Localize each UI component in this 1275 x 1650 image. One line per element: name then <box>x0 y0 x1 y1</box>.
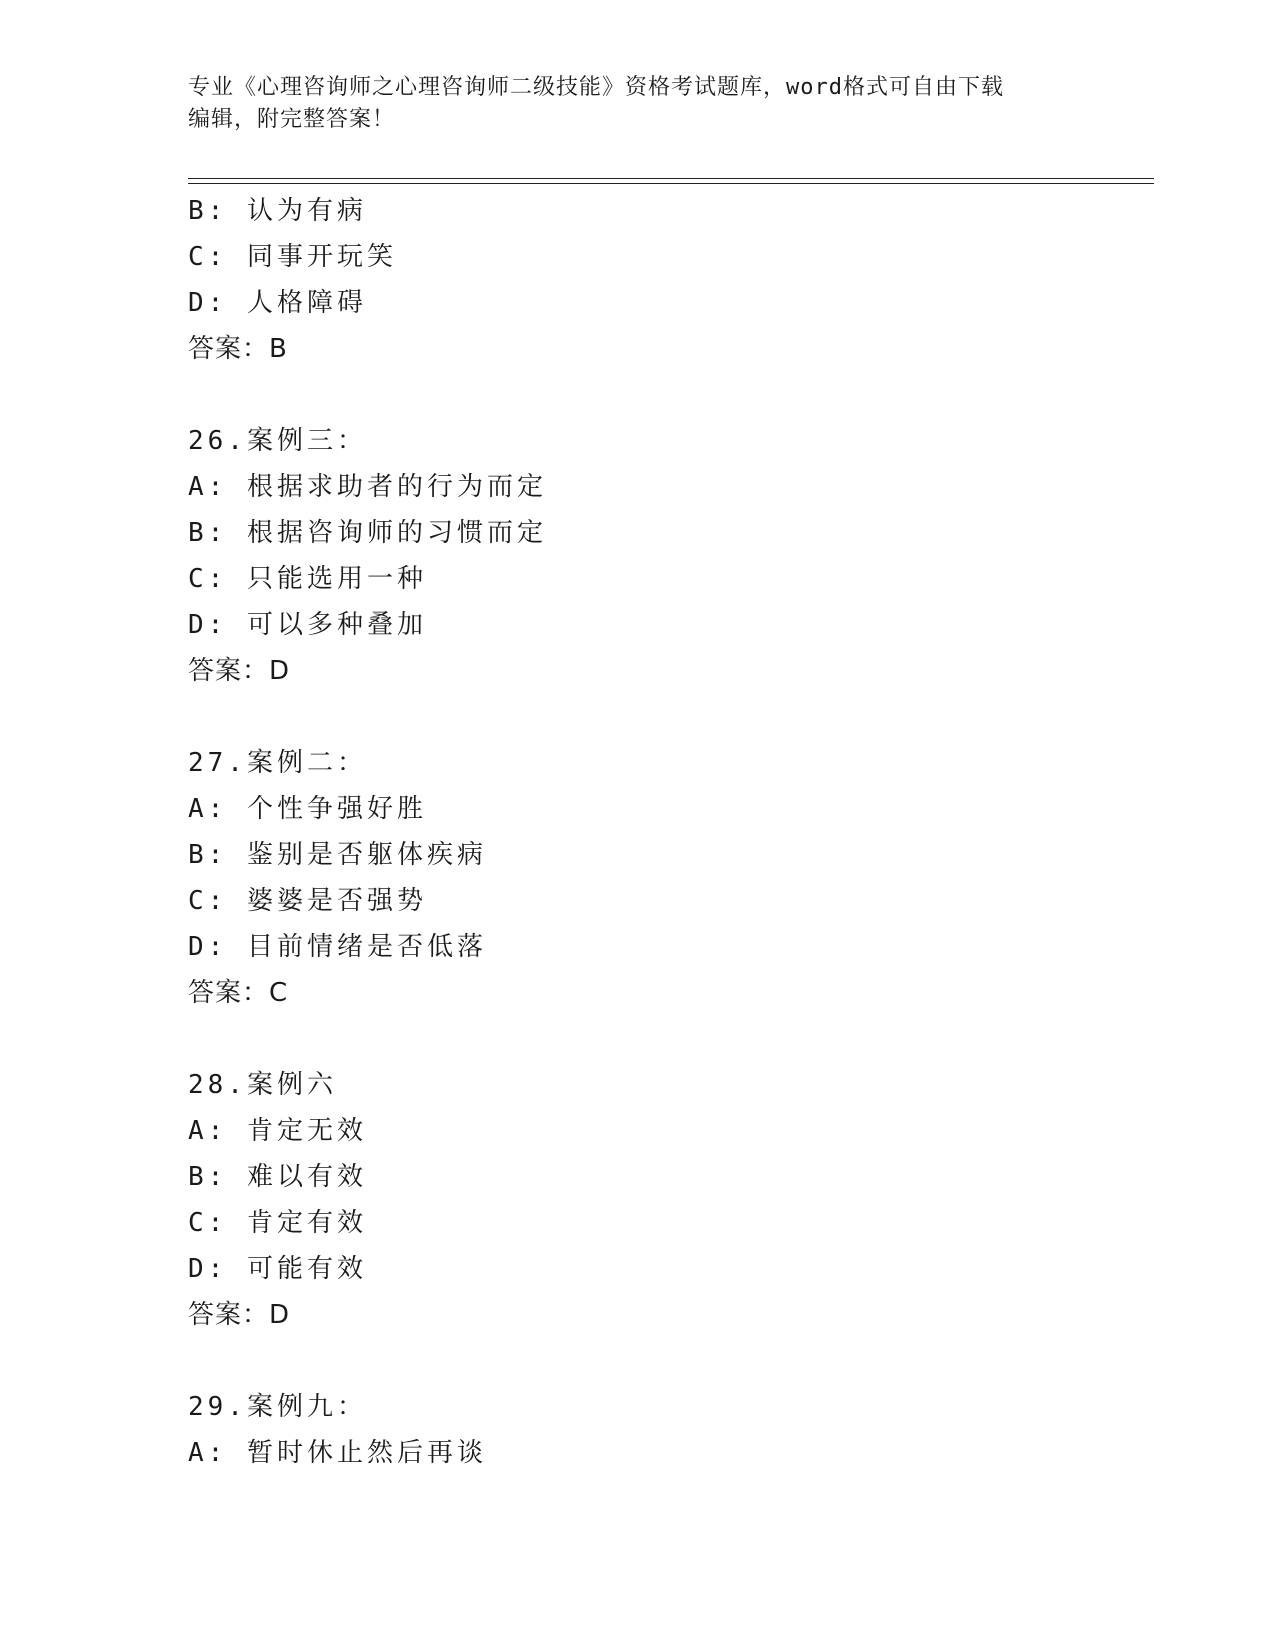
option-d: D: 可以多种叠加 <box>188 610 427 640</box>
option-b: B: 鉴别是否躯体疾病 <box>188 840 487 870</box>
option-b: B: 难以有效 <box>188 1162 367 1192</box>
option-a: A: 肯定无效 <box>188 1116 367 1146</box>
answer-line: 答案：B <box>188 334 288 364</box>
question-block-27 <box>188 740 1154 1016</box>
question-title: 27.案例二： <box>188 748 367 778</box>
question-title: 28.案例六 <box>188 1070 337 1100</box>
question-title: 26.案例三： <box>188 426 367 456</box>
header-divider-bottom <box>188 183 1154 184</box>
answer-line: 答案：D <box>188 1300 291 1330</box>
option-d: D: 可能有效 <box>188 1254 367 1284</box>
answer-line: 答案：C <box>188 978 289 1008</box>
question-block-25 <box>188 188 1154 372</box>
option-b: B: 根据咨询师的习惯而定 <box>188 518 547 548</box>
option-a: A: 根据求助者的行为而定 <box>188 472 547 502</box>
option-c: C: 只能选用一种 <box>188 564 427 594</box>
question-title: 29.案例九： <box>188 1392 367 1422</box>
question-block-28 <box>188 1062 1154 1338</box>
option-d: D: 目前情绪是否低落 <box>188 932 487 962</box>
option-b: B: 认为有病 <box>188 196 367 226</box>
option-c: C: 同事开玩笑 <box>188 242 397 272</box>
header-divider-top <box>188 178 1154 179</box>
header-line-1: 专业《心理咨询师之心理咨询师二级技能》资格考试题库，word格式可自由下载 <box>188 75 1004 100</box>
question-block-29 <box>188 1384 1154 1476</box>
option-c: C: 婆婆是否强势 <box>188 886 427 916</box>
document-header <box>188 72 1088 136</box>
option-a: A: 个性争强好胜 <box>188 794 427 824</box>
answer-line: 答案：D <box>188 656 291 686</box>
question-block-26 <box>188 418 1154 694</box>
option-a: A: 暂时休止然后再谈 <box>188 1438 487 1468</box>
option-d: D: 人格障碍 <box>188 288 367 318</box>
header-line-2: 编辑，附完整答案！ <box>188 107 396 132</box>
option-c: C: 肯定有效 <box>188 1208 367 1238</box>
question-list <box>188 188 1154 1476</box>
